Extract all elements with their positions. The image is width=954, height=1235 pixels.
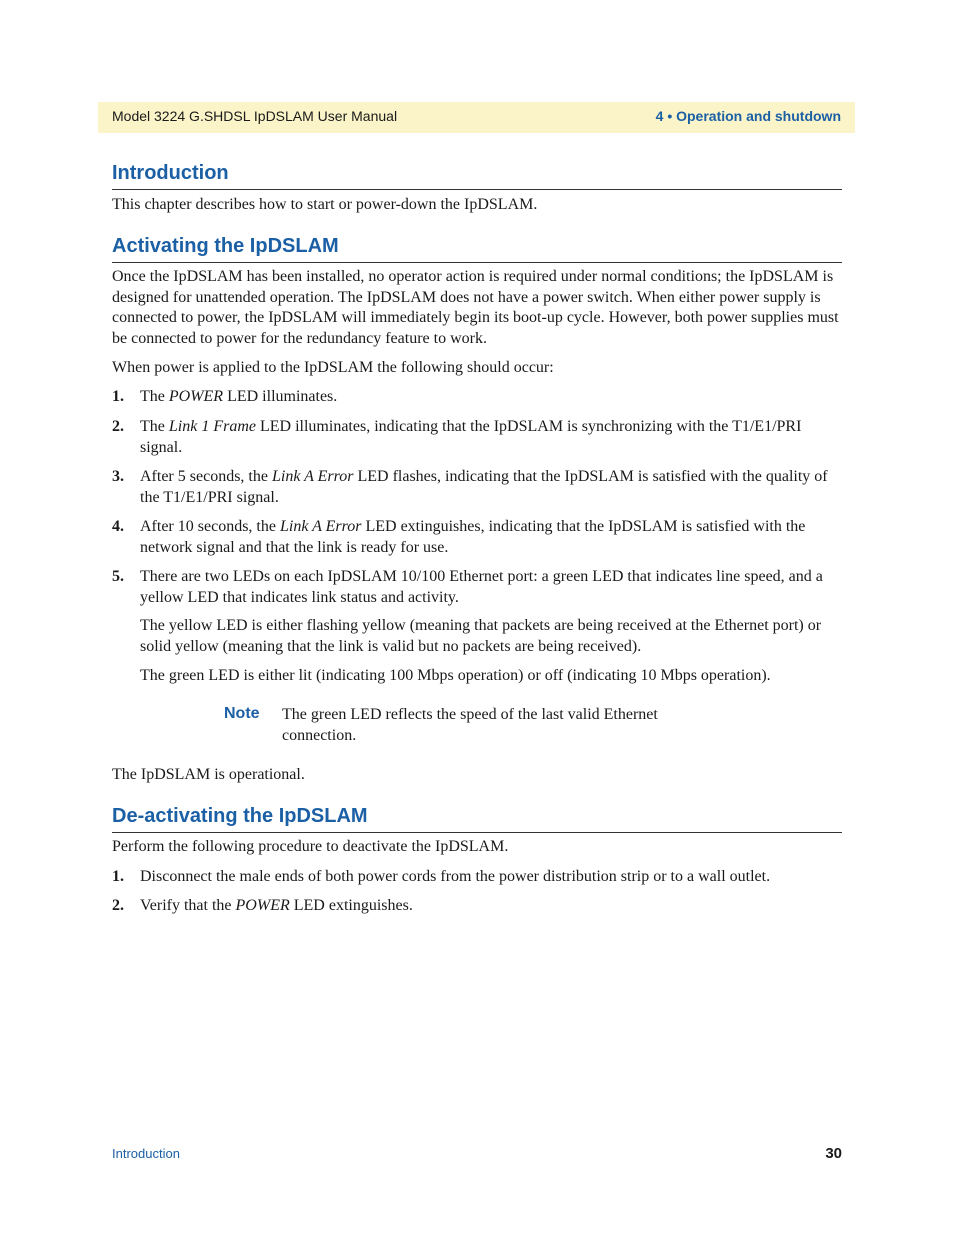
note-text: The green LED reflects the speed of the last valid Ethernet connection. — [282, 706, 658, 744]
activating-paragraph: Once the IpDSLAM has been installed, no operator action is required under normal conditions; the IpDSLAM is designed for unattended operation. The IpDSLAM does not have a power switch. When either power supply is connected to power, the IpDSLAM will immediately begin its boot-up cycle. However, both power supplies must be connected to power for the redundancy feature to work. — [112, 268, 839, 347]
list-text: The POWER LED illuminates. — [140, 388, 338, 405]
page-number: 30 — [825, 1145, 842, 1162]
intro-paragraph: This chapter describes how to start or power-down the IpDSLAM. — [112, 196, 538, 213]
operational-paragraph: The IpDSLAM is operational. — [112, 766, 305, 783]
list-number: 1. — [112, 388, 124, 405]
heading-activating: Activating the IpDSLAM — [112, 234, 842, 263]
note-label: Note — [224, 705, 260, 722]
running-header — [98, 102, 855, 133]
list-number: 4. — [112, 518, 124, 535]
activating-lead-in: When power is applied to the IpDSLAM the following should occur: — [112, 359, 554, 376]
list-text: After 5 seconds, the Link A Error LED flashes, indicating that the IpDSLAM is satisfied with the quality of the T1/E1/PRI signal. — [140, 468, 828, 506]
list-text: After 10 seconds, the Link A Error LED extinguishes, indicating that the IpDSLAM is satisfied with the network signal and that the link is ready for use. — [140, 518, 806, 556]
list-text: There are two LEDs on each IpDSLAM 10/100 Ethernet port: a green LED that indicates line speed, and a yellow LED that indicates link status and activity. — [140, 568, 823, 606]
green-led-paragraph: The green LED is either lit (indicating 100 Mbps operation) or off (indicating 10 Mbps operation). — [140, 667, 771, 684]
heading-introduction: Introduction — [112, 161, 842, 190]
list-number: 3. — [112, 468, 124, 485]
list-number: 2. — [112, 897, 124, 914]
list-number: 5. — [112, 568, 124, 585]
list-text: Disconnect the male ends of both power cords from the power distribution strip or to a wall outlet. — [140, 868, 771, 885]
list-number: 1. — [112, 868, 124, 885]
footer-section: Introduction — [112, 1146, 180, 1161]
chapter-title: 4 • Operation and shutdown — [655, 108, 841, 124]
manual-title: Model 3224 G.SHDSL IpDSLAM User Manual — [112, 108, 398, 124]
yellow-led-paragraph: The yellow LED is either flashing yellow (meaning that packets are being received at the Ethernet port) or solid yellow (meaning that the link is valid but no packets are being received). — [140, 617, 822, 655]
list-text: Verify that the POWER LED extinguishes. — [140, 897, 413, 914]
deactivating-paragraph: Perform the following procedure to deactivate the IpDSLAM. — [112, 838, 509, 855]
list-number: 2. — [112, 418, 124, 435]
list-text: The Link 1 Frame LED illuminates, indicating that the IpDSLAM is synchronizing with the T1/E1/PRI signal. — [140, 418, 802, 456]
heading-deactivating: De-activating the IpDSLAM — [112, 804, 842, 833]
